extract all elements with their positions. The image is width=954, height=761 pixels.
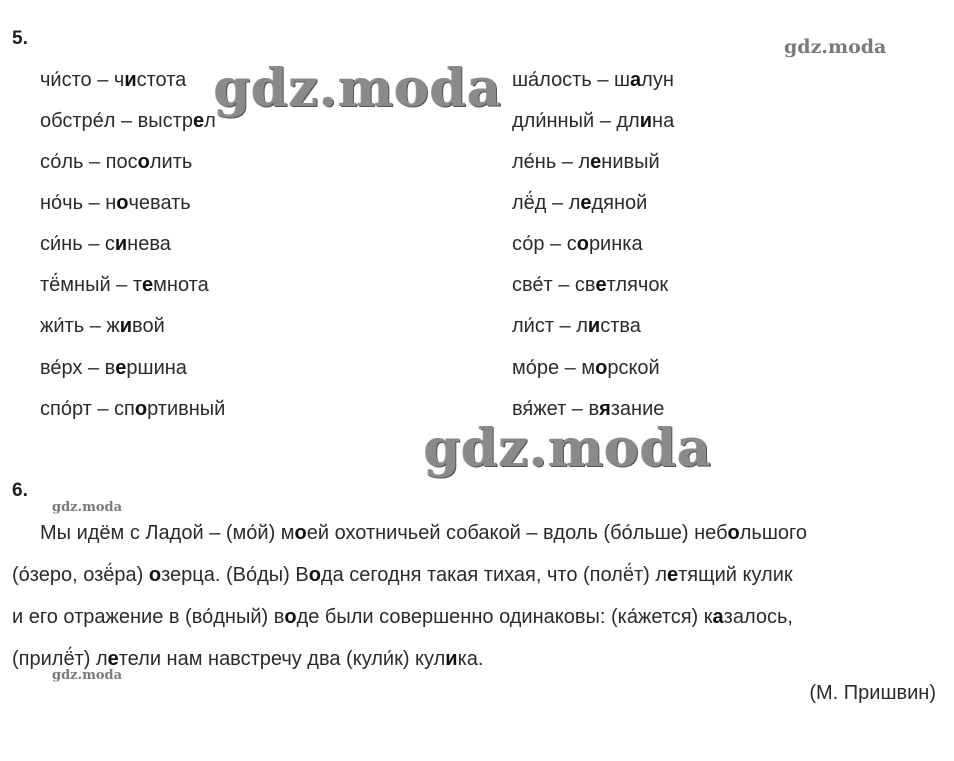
pair-text: нева bbox=[127, 233, 171, 255]
word-pair bbox=[512, 109, 674, 133]
word-pair bbox=[40, 273, 209, 297]
pair-highlight: я bbox=[599, 398, 611, 420]
word-pair bbox=[512, 150, 660, 174]
pair-text: обстре́л – выстр bbox=[40, 110, 193, 132]
line-highlight: и bbox=[445, 648, 458, 670]
pair-highlight: е bbox=[590, 151, 602, 173]
pair-text: ршина bbox=[126, 357, 187, 379]
word-pair bbox=[40, 150, 192, 174]
line-text: и его отражение в (во́дный) в bbox=[12, 606, 285, 628]
line-highlight: о bbox=[294, 522, 307, 544]
pair-highlight: е bbox=[595, 274, 607, 296]
line-highlight: о bbox=[148, 564, 162, 586]
paragraph-line bbox=[12, 596, 793, 638]
word-pair bbox=[512, 273, 668, 297]
pair-text: мнота bbox=[153, 274, 209, 296]
pair-text: тлячок bbox=[606, 274, 669, 296]
pair-text: ша́лость – ш bbox=[512, 69, 631, 91]
pair-text: ства bbox=[600, 315, 641, 337]
pair-highlight: о bbox=[137, 151, 150, 173]
word-pair bbox=[512, 191, 647, 215]
line-highlight: о bbox=[284, 606, 297, 628]
pair-text: рской bbox=[607, 357, 660, 379]
pair-text: со́ль – пос bbox=[40, 151, 138, 173]
pair-text: ли́ст – л bbox=[512, 315, 588, 337]
line-text: ей охотничьей собакой – вдоль (бо́льше) неб bbox=[306, 522, 728, 544]
line-text: ка. bbox=[457, 648, 484, 670]
word-pair bbox=[512, 356, 660, 380]
line-highlight: о bbox=[727, 522, 740, 544]
word-pair bbox=[40, 232, 171, 256]
pair-highlight: и bbox=[587, 315, 601, 337]
pair-text: све́т – св bbox=[512, 274, 596, 296]
watermark-big-middle: gdz.moda bbox=[424, 418, 713, 479]
pair-text: мо́ре – м bbox=[512, 357, 596, 379]
pair-highlight: е bbox=[115, 357, 127, 379]
watermark-small-2: gdz.moda bbox=[52, 668, 123, 683]
pair-text: дяной bbox=[591, 192, 648, 214]
pair-highlight: е bbox=[142, 274, 154, 296]
line-text: де были совершенно одинаковы: (ка́жется) к bbox=[296, 606, 713, 628]
pair-text: вя́жет – в bbox=[512, 398, 600, 420]
line-text: зерца. (Во́ды) В bbox=[161, 564, 309, 586]
pair-text: зание bbox=[610, 398, 665, 420]
line-highlight: е bbox=[667, 564, 679, 586]
word-pair bbox=[512, 314, 641, 338]
word-pair bbox=[40, 109, 216, 133]
word-pair bbox=[512, 68, 674, 92]
pair-text: чи́сто – ч bbox=[40, 69, 125, 91]
watermark-big-top: gdz.moda bbox=[214, 58, 503, 119]
paragraph-line bbox=[12, 554, 793, 596]
word-pair bbox=[40, 314, 165, 338]
word-pair bbox=[512, 397, 664, 421]
pair-text: лить bbox=[149, 151, 193, 173]
line-text: (прилё́т) л bbox=[12, 648, 108, 670]
pair-text: ртивный bbox=[147, 398, 226, 420]
line-text: тели нам навстречу два (кули́к) кул bbox=[118, 648, 446, 670]
pair-text: со́р – с bbox=[512, 233, 577, 255]
pair-text: л bbox=[204, 110, 216, 132]
line-text: льшого bbox=[739, 522, 807, 544]
author-attribution: (М. Пришвин) bbox=[809, 682, 936, 704]
line-text: (о́зеро, озё́ра) bbox=[12, 564, 149, 586]
line-highlight: е bbox=[107, 648, 119, 670]
pair-text: си́нь – с bbox=[40, 233, 115, 255]
pair-highlight: и bbox=[639, 110, 653, 132]
pair-highlight: о bbox=[595, 357, 608, 379]
pair-highlight: е bbox=[580, 192, 592, 214]
pair-text: чевать bbox=[128, 192, 191, 214]
pair-highlight: о bbox=[134, 398, 148, 420]
watermark-corner: gdz.moda bbox=[784, 36, 887, 58]
pair-text: вой bbox=[132, 315, 165, 337]
watermark-small-1: gdz.moda bbox=[52, 500, 123, 515]
pair-text: жи́ть – ж bbox=[40, 315, 120, 337]
word-pair bbox=[40, 356, 187, 380]
exercise-5-number: 5. bbox=[12, 28, 28, 49]
word-pair bbox=[512, 232, 643, 256]
word-pair bbox=[40, 191, 191, 215]
line-text: да сегодня такая тихая, что (полё́т) л bbox=[320, 564, 668, 586]
line-text: залось, bbox=[723, 606, 793, 628]
line-highlight: а bbox=[712, 606, 724, 628]
paragraph-line bbox=[12, 638, 483, 680]
line-highlight: о bbox=[308, 564, 321, 586]
pair-text: спо́рт – сп bbox=[40, 398, 135, 420]
pair-text: тё́мный – т bbox=[40, 274, 143, 296]
pair-highlight: и bbox=[124, 69, 137, 91]
pair-highlight: и bbox=[114, 233, 128, 255]
pair-text: ве́рх – в bbox=[40, 357, 116, 379]
pair-highlight: е bbox=[192, 110, 205, 132]
pair-highlight: а bbox=[630, 69, 642, 91]
pair-text: ринка bbox=[588, 233, 643, 255]
pair-text: но́чь – н bbox=[40, 192, 117, 214]
word-pair bbox=[40, 68, 186, 92]
pair-text: нивый bbox=[601, 151, 660, 173]
pair-highlight: и bbox=[119, 315, 133, 337]
word-pair bbox=[40, 397, 225, 421]
pair-text: лё́д – л bbox=[512, 192, 581, 214]
pair-text: дли́нный – дл bbox=[512, 110, 640, 132]
line-text: Мы идём с Ладой – (мо́й) м bbox=[40, 522, 295, 544]
pair-highlight: о bbox=[576, 233, 589, 255]
paragraph-line bbox=[40, 512, 807, 554]
line-text: тящий кулик bbox=[678, 564, 793, 586]
pair-text: лун bbox=[641, 69, 674, 91]
pair-text: стота bbox=[136, 69, 187, 91]
pair-text: на bbox=[652, 110, 675, 132]
exercise-6-number: 6. bbox=[12, 480, 28, 501]
pair-highlight: о bbox=[116, 192, 129, 214]
pair-text: ле́нь – л bbox=[512, 151, 591, 173]
